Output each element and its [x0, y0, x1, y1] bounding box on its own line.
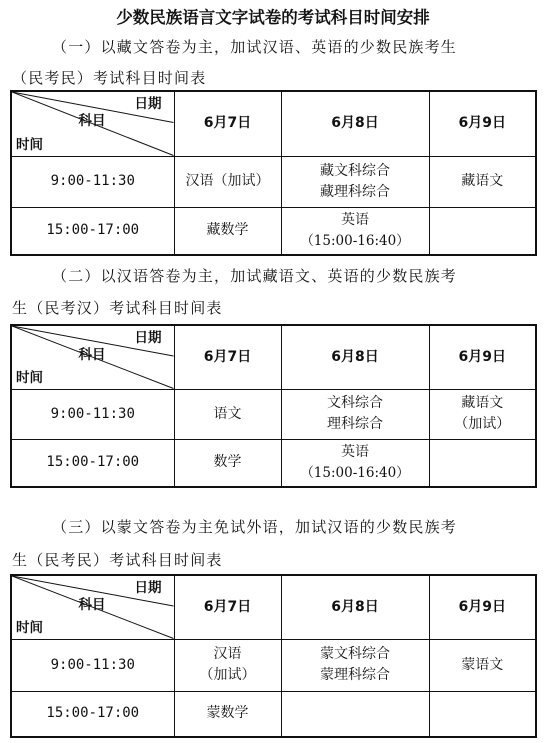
corner-header-cell — [11, 91, 174, 156]
subject-cell: 蒙语文 — [429, 639, 536, 691]
date-header-cell: 6月9日 — [429, 325, 536, 389]
subject-cell: 汉语 （加试） — [174, 639, 281, 691]
corner-date-label: 日期 — [134, 580, 162, 596]
subject-cell — [429, 691, 536, 737]
subject-cell: 藏文科综合 藏理科综合 — [281, 156, 429, 207]
schedule-table-1 — [10, 90, 537, 256]
subject-cell: 英语 （15:00-16:40） — [281, 439, 429, 487]
subject-cell: 藏数学 — [174, 207, 281, 255]
table-header-row — [11, 91, 536, 156]
section-1-heading-line1: （一）以藏文答卷为主，加试汉语、英语的少数民族考生 — [52, 38, 458, 56]
time-cell: 15:00-17:00 — [11, 439, 174, 487]
section-3-heading-line1: （三）以蒙文答卷为主免试外语，加试汉语的少数民族考 — [52, 518, 458, 536]
corner-subject-label: 科目 — [78, 597, 106, 613]
subject-cell: 文科综合 理科综合 — [281, 389, 429, 439]
table-header-row — [11, 325, 536, 389]
corner-time-label: 时间 — [16, 369, 43, 386]
subject-cell: 语文 — [174, 389, 281, 439]
schedule-table-2 — [10, 324, 537, 488]
date-header-cell: 6月9日 — [429, 575, 536, 639]
corner-date-label: 日期 — [134, 96, 162, 112]
subject-cell — [429, 207, 536, 255]
subject-cell: 藏语文 — [429, 156, 536, 207]
table-row — [11, 389, 536, 439]
time-cell: 15:00-17:00 — [11, 207, 174, 255]
page-title: 少数民族语言文字试卷的考试科目时间安排 — [116, 8, 430, 27]
section-2-heading-line1: （二）以汉语答卷为主，加试藏语文、英语的少数民族考 — [52, 267, 458, 285]
date-header-cell: 6月8日 — [281, 575, 429, 639]
corner-time-label: 时间 — [16, 136, 43, 153]
schedule-table-3 — [10, 574, 537, 738]
subject-cell: 汉语（加试） — [174, 156, 281, 207]
section-1-heading-line2: （民考民）考试科目时间表 — [12, 69, 207, 87]
subject-cell — [281, 691, 429, 737]
subject-cell: 数学 — [174, 439, 281, 487]
table-header-row — [11, 575, 536, 639]
date-header-cell: 6月8日 — [281, 91, 429, 156]
subject-cell: 蒙数学 — [174, 691, 281, 737]
corner-subject-label: 科目 — [78, 113, 106, 129]
corner-header-cell — [11, 575, 174, 639]
date-header-cell: 6月7日 — [174, 325, 281, 389]
time-cell: 9:00-11:30 — [11, 156, 174, 207]
table-row — [11, 691, 536, 737]
section-2-heading-line2: 生（民考汉）考试科目时间表 — [12, 299, 223, 317]
table-row — [11, 439, 536, 487]
subject-cell: 英语 （15:00-16:40） — [281, 207, 429, 255]
section-3-heading-line2: 生（民考民）考试科目时间表 — [12, 551, 223, 569]
corner-header-cell — [11, 325, 174, 389]
date-header-cell: 6月9日 — [429, 91, 536, 156]
subject-cell: 蒙文科综合 蒙理科综合 — [281, 639, 429, 691]
table-row — [11, 156, 536, 207]
corner-date-label: 日期 — [134, 330, 162, 346]
subject-cell — [429, 439, 536, 487]
time-cell: 9:00-11:30 — [11, 389, 174, 439]
corner-time-label: 时间 — [16, 619, 43, 636]
corner-subject-label: 科目 — [78, 347, 106, 363]
time-cell: 9:00-11:30 — [11, 639, 174, 691]
date-header-cell: 6月8日 — [281, 325, 429, 389]
table-row — [11, 207, 536, 255]
date-header-cell: 6月7日 — [174, 91, 281, 156]
table-row — [11, 639, 536, 691]
date-header-cell: 6月7日 — [174, 575, 281, 639]
subject-cell: 藏语文 （加试） — [429, 389, 536, 439]
time-cell: 15:00-17:00 — [11, 691, 174, 737]
